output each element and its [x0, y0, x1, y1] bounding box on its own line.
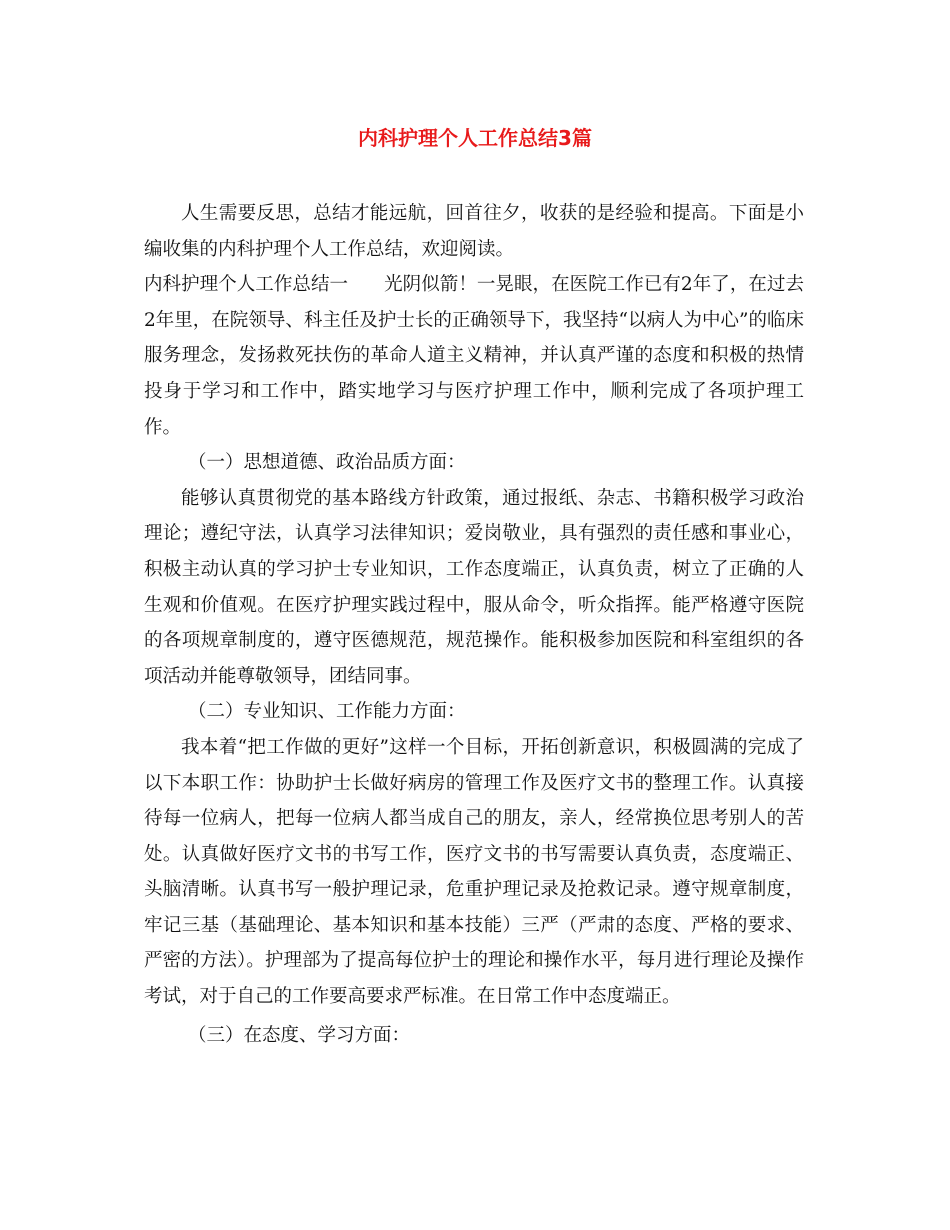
document-title: 内科护理个人工作总结3篇 — [358, 126, 592, 150]
heading-professional: （二）专业知识、工作能力方面： — [188, 701, 466, 723]
section-paragraph — [144, 267, 804, 445]
document-body — [144, 196, 804, 1053]
section-label: 内科护理个人工作总结一 — [144, 274, 349, 296]
section-text: 光阴似箭！一晃眼，在医院工作已有2年了，在过去2年里，在院领导、科主任及护士长的正确领导下，我坚持“以病人为中心”的临床服务理念，发扬救死扶伤的革命人道主义精神，并认真严谨的态度和积极的热情投身于学习和工作中，踏实地学习与医疗护理工作中，顺利完成了各项护理工作。 — [144, 274, 804, 438]
heading-moral: （一）思想道德、政治品质方面： — [188, 452, 466, 474]
paragraph-professional: 我本着“把工作做的更好”这样一个目标，开拓创新意识，积极圆满的完成了以下本职工作：协助护士长做好病房的管理工作及医疗文书的整理工作。认真接待每一位病人，把每一位病人都当成自己的朋友，亲人，经常换位思考别人的苦处。认真做好医疗文书的书写工作，医疗文书的书写需要认真负责，态度端正、头脑清晰。认真书写一般护理记录，危重护理记录及抢救记录。遵守规章制度，牢记三基（基础理论、基本知识和基本技能）三严（严肃的态度、严格的要求、严密的方法）。护理部为了提高每位护士的理论和操作水平，每月进行理论及操作考试，对于自己的工作要高要求严标准。在日常工作中态度端正。 — [144, 736, 804, 1008]
intro-paragraph: 人生需要反思，总结才能远航，回首往夕，收获的是经验和提高。下面是小编收集的内科护理个人工作总结，欢迎阅读。 — [144, 203, 804, 260]
paragraph-moral: 能够认真贯彻党的基本路线方针政策，通过报纸、杂志、书籍积极学习政治理论；遵纪守法，认真学习法律知识；爱岗敬业，具有强烈的责任感和事业心，积极主动认真的学习护士专业知识，工作态度端正，认真负责，树立了正确的人生观和价值观。在医疗护理实践过程中，服从命令，听众指挥。能严格遵守医院的各项规章制度的，遵守医德规范，规范操作。能积极参加医院和科室组织的各项活动并能尊敬领导，团结同事。 — [144, 487, 804, 687]
heading-attitude: （三）在态度、学习方面： — [188, 1024, 411, 1046]
